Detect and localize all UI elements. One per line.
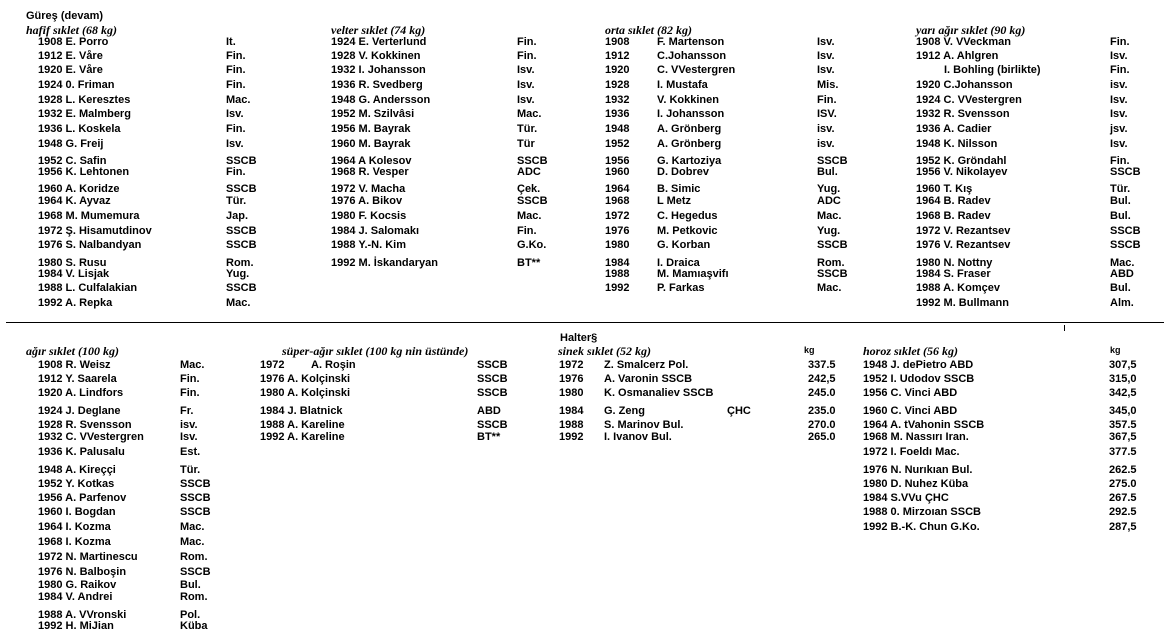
hafif-cell: 1912 E. Våre [38, 50, 103, 62]
hafif-cell: SSCB [226, 155, 257, 167]
hafif-cell: 1960 A. Koridze [38, 183, 120, 195]
sinek-cell: S. Marinov Bul. [604, 419, 684, 431]
yari-agir-cell: Bul. [1110, 195, 1131, 207]
horoz-cell: 1956 C. Vinci ABD [863, 387, 958, 399]
velter-cell: Isv. [517, 94, 535, 106]
orta-cell: 1980 [605, 239, 630, 251]
agir-cell: 1932 C. VVestergren [38, 431, 144, 443]
velter-cell: 1964 A Kolesov [331, 155, 412, 167]
orta-cell: 1936 [605, 108, 630, 120]
horoz-cell: 1948 J. dePietro ABD [863, 359, 974, 371]
horoz-cell: 1972 I. Foeldı Mac. [863, 446, 960, 458]
orta-cell: C.Johansson [657, 50, 727, 62]
sinek-cell: 235.0 [808, 405, 836, 417]
orta-cell: Rom. [817, 257, 845, 269]
horoz-cell: 345,0 [1109, 405, 1137, 417]
velter-cell: 1992 M. İskandaryan [331, 257, 439, 269]
hafif-cell: 1932 E. Malmberg [38, 108, 131, 120]
hafif-cell: Mac. [226, 94, 251, 106]
horoz-cell: 1976 N. Nurıkıan Bul. [863, 464, 973, 476]
agir-cell: 1912 Y. Saarela [38, 373, 117, 385]
hafif-caption: hafif sıklet (68 kg) [26, 23, 117, 37]
velter-cell: Çek. [517, 183, 541, 195]
yari-agir-cell: 1932 R. Svensson [916, 108, 1010, 120]
yari-agir-cell: Alm. [1110, 297, 1134, 309]
sinek-cell: K. Osmanaliev SSCB [604, 387, 714, 399]
hafif-cell: Fin. [226, 50, 246, 62]
hafif-cell: Isv. [226, 108, 244, 120]
yari-agir-cell: 1936 A. Cadier [916, 123, 992, 135]
halter-title: Halter§ [560, 332, 598, 344]
orta-cell: I. Johansson [657, 108, 725, 120]
agir-cell: 1920 A. Lindfors [38, 387, 124, 399]
orta-cell: Yug. [817, 183, 841, 195]
velter-cell: 1960 M. Bayrak [331, 138, 411, 150]
yari-agir-cell: Fin. [1110, 155, 1130, 167]
agir-cell: 1984 V. Andrei [38, 591, 113, 603]
horoz-cell: 1992 B.-K. Chun G.Ko. [863, 521, 980, 533]
agir-cell: Küba [180, 620, 208, 632]
sinek-cell: 1992 [559, 431, 584, 443]
super-agir-cell: 1980 A. Kolçinski [260, 387, 351, 399]
agir-cell: Fin. [180, 387, 200, 399]
agir-cell: 1988 A. VVronski [38, 609, 127, 621]
orta-cell: Mac. [817, 210, 842, 222]
yari-agir-cell: 1968 B. Radev [916, 210, 991, 222]
orta-cell: 1964 [605, 183, 630, 195]
velter-cell: 1936 R. Svedberg [331, 79, 423, 91]
agir-cell: Mac. [180, 359, 205, 371]
agir-cell: Rom. [180, 591, 208, 603]
hafif-cell: It. [226, 36, 236, 48]
orta-cell: M. Petkovic [657, 225, 718, 237]
velter-cell: 1968 R. Vesper [331, 166, 409, 178]
velter-cell: 1988 Y.-N. Kim [331, 239, 407, 251]
orta-cell: V. Kokkinen [657, 94, 719, 106]
hafif-cell: 1920 E. Våre [38, 64, 103, 76]
super-agir-cell: BT** [477, 431, 501, 443]
super-agir-cell: 1972 [260, 359, 285, 371]
sinek-cell: 242,5 [808, 373, 836, 385]
yari-agir-cell: 1988 A. Komçev [916, 282, 1000, 294]
orta-cell: 1992 [605, 282, 630, 294]
agir-cell: isv. [180, 419, 198, 431]
hafif-cell: 1980 S. Rusu [38, 257, 107, 269]
sinek-cell: I. Ivanov Bul. [604, 431, 672, 443]
agir-cell: Mac. [180, 536, 205, 548]
sinek-cell: 245.0 [808, 387, 836, 399]
horoz-cell: 315,0 [1109, 373, 1137, 385]
horoz-cell: 1984 S.VVu ÇHC [863, 492, 949, 504]
agir-cell: Tür. [180, 464, 201, 476]
sinek-cell: 270.0 [808, 419, 836, 431]
velter-cell: BT** [517, 257, 541, 269]
orta-cell: 1960 [605, 166, 630, 178]
velter-cell: Fin. [517, 36, 537, 48]
yari-agir-cell: 1948 K. Nilsson [916, 138, 998, 150]
orta-cell: 1972 [605, 210, 630, 222]
orta-cell: isv. [817, 138, 835, 150]
orta-cell: 1984 [605, 257, 630, 269]
sinek-cell: 1972 [559, 359, 584, 371]
yari-agir-cell: Tür. [1110, 183, 1131, 195]
horoz-cell: 1952 I. Udodov SSCB [863, 373, 975, 385]
orta-cell: A. Grönberg [657, 138, 722, 150]
orta-cell: 1928 [605, 79, 630, 91]
hafif-cell: 1928 L. Keresztes [38, 94, 131, 106]
orta-cell: 1976 [605, 225, 630, 237]
yari-agir-cell: 1912 A. Ahlgren [916, 50, 999, 62]
velter-cell: 1984 J. Salomakı [331, 225, 420, 237]
agir-cell: Mac. [180, 521, 205, 533]
sinek-cell: 1980 [559, 387, 584, 399]
orta-cell: Bul. [817, 166, 838, 178]
agir-cell: 1960 I. Bogdan [38, 506, 116, 518]
yari-agir-cell: 1924 C. VVestergren [916, 94, 1022, 106]
sinek-cell: 1976 [559, 373, 584, 385]
yari-agir-cell: 1956 V. Nikolayev [916, 166, 1008, 178]
horoz-cell: 262.5 [1109, 464, 1137, 476]
hafif-cell: SSCB [226, 282, 257, 294]
yari-agir-cell: SSCB [1110, 225, 1141, 237]
velter-cell: 1980 F. Kocsis [331, 210, 407, 222]
super-agir-cell: 1984 J. Blatnick [260, 405, 343, 417]
hafif-cell: 1908 E. Porro [38, 36, 109, 48]
horoz-cell: 342,5 [1109, 387, 1137, 399]
velter-cell: Isv. [517, 79, 535, 91]
agir-cell: 1928 R. Svensson [38, 419, 132, 431]
velter-cell: Mac. [517, 210, 542, 222]
velter-cell: G.Ko. [517, 239, 547, 251]
horoz-caption: horoz sıklet (56 kg) [863, 344, 959, 358]
sinek-cell: 337.5 [808, 359, 836, 371]
orta-cell: I. Draica [657, 257, 700, 269]
hafif-cell: 1984 V. Lisjak [38, 268, 110, 280]
yari-agir-cell: 1952 K. Gröndahl [916, 155, 1007, 167]
agir-cell: Rom. [180, 551, 208, 563]
agir-cell: Est. [180, 446, 201, 458]
super-agir-cell: 1988 A. Kareline [260, 419, 345, 431]
horoz-cell: 275.0 [1109, 478, 1137, 490]
yari-agir-cell: 1984 S. Fraser [916, 268, 991, 280]
hafif-cell: Mac. [226, 297, 251, 309]
sinek-cell: A. Varonin SSCB [604, 373, 693, 385]
yari-agir-cell: 1960 T. Kış [916, 183, 973, 195]
orta-cell: I. Mustafa [657, 79, 708, 91]
agir-cell: Bul. [180, 579, 201, 591]
hafif-cell: 1992 A. Repka [38, 297, 113, 309]
velter-cell: 1948 G. Andersson [331, 94, 431, 106]
velter-cell: 1972 V. Macha [331, 183, 406, 195]
orta-cell: 1912 [605, 50, 630, 62]
velter-cell: Tür. [517, 123, 538, 135]
super-agir-cell: A. Roşin [311, 359, 356, 371]
velter-cell: SSCB [517, 155, 548, 167]
super-agir-cell: SSCB [477, 387, 508, 399]
horoz-cell: 367,5 [1109, 431, 1137, 443]
velter-cell: 1956 M. Bayrak [331, 123, 411, 135]
yari-agir-cell: 1920 C.Johansson [916, 79, 1013, 91]
yari-agir-cell: Fin. [1110, 36, 1130, 48]
orta-caption: orta sıklet (82 kg) [605, 23, 692, 37]
orta-cell: A. Grönberg [657, 123, 722, 135]
yari-agir-cell: Mac. [1110, 257, 1135, 269]
orta-cell: C. Hegedus [657, 210, 718, 222]
yari-agir-cell: jsv. [1110, 123, 1128, 135]
horoz-cell: 377.5 [1109, 446, 1137, 458]
horoz-cell: 1968 M. Nassırı Iran. [863, 431, 969, 443]
orta-cell: C. VVestergren [657, 64, 736, 76]
orta-cell: M. Mamıaşvifı [657, 268, 729, 280]
yari-agir-cell: 1992 M. Bullmann [916, 297, 1009, 309]
hafif-cell: 1948 G. Freij [38, 138, 104, 150]
yari-agir-cell: 1908 V. VVeckman [916, 36, 1012, 48]
super-agir-cell: SSCB [477, 359, 508, 371]
yari-agir-cell: SSCB [1110, 239, 1141, 251]
agir-cell: 1908 R. Weisz [38, 359, 111, 371]
orta-cell: 1952 [605, 138, 630, 150]
agir-cell: 1948 A. Kireççi [38, 464, 116, 476]
hafif-cell: Yug. [226, 268, 250, 280]
super-agir-cell: ABD [477, 405, 501, 417]
sinek-cell: G. Zeng [604, 405, 645, 417]
yari-agir-caption: yarı ağır sıklet (90 kg) [916, 23, 1026, 37]
agir-cell: 1992 H. MiJian [38, 620, 114, 632]
agir-cell: 1952 Y. Kotkas [38, 478, 115, 490]
hafif-cell: 1976 S. Nalbandyan [38, 239, 142, 251]
divider-tick [1064, 325, 1065, 331]
hafif-cell: Jap. [226, 210, 249, 222]
sinek-cell: Z. Smalcerz Pol. [604, 359, 689, 371]
yari-agir-cell: SSCB [1110, 166, 1141, 178]
velter-cell: Fin. [517, 225, 537, 237]
hafif-cell: Rom. [226, 257, 254, 269]
kg-label-horoz: kg [1110, 345, 1121, 355]
agir-cell: Isv. [180, 431, 198, 443]
agir-cell: Fr. [180, 405, 194, 417]
agir-cell: 1964 I. Kozma [38, 521, 111, 533]
velter-cell: 1928 V. Kokkinen [331, 50, 421, 62]
yari-agir-cell: 1980 N. Nottny [916, 257, 993, 269]
yari-agir-cell: ABD [1110, 268, 1134, 280]
velter-cell: Tür [517, 138, 535, 150]
agir-cell: 1936 K. Palusalu [38, 446, 125, 458]
horoz-cell: 1960 C. Vinci ABD [863, 405, 958, 417]
yari-agir-cell: Isv. [1110, 50, 1128, 62]
hafif-cell: SSCB [226, 183, 257, 195]
orta-cell: F. Martenson [657, 36, 725, 48]
hafif-cell: Fin. [226, 79, 246, 91]
hafif-cell: 1952 C. Safin [38, 155, 107, 167]
hafif-cell: 1988 L. Culfalakian [38, 282, 138, 294]
agir-cell: 1972 N. Martinescu [38, 551, 138, 563]
super-agir-cell: 1976 A. Kolçinski [260, 373, 351, 385]
horoz-cell: 1988 0. Mirzoıan SSCB [863, 506, 981, 518]
velter-cell: 1924 E. Verterlund [331, 36, 427, 48]
hafif-cell: Fin. [226, 123, 246, 135]
agir-cell: 1980 G. Raikov [38, 579, 117, 591]
super-agir-cell: SSCB [477, 373, 508, 385]
hafif-cell: 1936 L. Koskela [38, 123, 121, 135]
agir-cell: 1968 I. Kozma [38, 536, 111, 548]
sinek-caption: sinek sıklet (52 kg) [558, 344, 651, 358]
agir-cell: 1956 A. Parfenov [38, 492, 127, 504]
orta-cell: Isv. [817, 36, 835, 48]
agir-cell: 1976 N. Balboşin [38, 566, 127, 578]
horoz-cell: 307,5 [1109, 359, 1137, 371]
yari-agir-cell: isv. [1110, 79, 1128, 91]
velter-cell: ADC [517, 166, 541, 178]
velter-cell: 1976 A. Bikov [331, 195, 403, 207]
yari-agir-cell: 1972 V. Rezantsev [916, 225, 1011, 237]
yari-agir-cell: 1976 V. Rezantsev [916, 239, 1011, 251]
sinek-cell: 1984 [559, 405, 584, 417]
orta-cell: ADC [817, 195, 841, 207]
horoz-cell: 1964 A. tVahonin SSCB [863, 419, 985, 431]
orta-cell: G. Korban [657, 239, 711, 251]
hafif-cell: Fin. [226, 64, 246, 76]
velter-cell: 1952 M. Szilvâsi [331, 108, 415, 120]
agir-cell: Pol. [180, 609, 201, 621]
yari-agir-cell: Isv. [1110, 94, 1128, 106]
yari-agir-cell: Bul. [1110, 210, 1131, 222]
hafif-cell: 1956 K. Lehtonen [38, 166, 130, 178]
hafif-cell: 1964 K. Ayvaz [38, 195, 111, 207]
orta-cell: G. Kartoziya [657, 155, 722, 167]
yari-agir-cell: Isv. [1110, 108, 1128, 120]
hafif-cell: Isv. [226, 138, 244, 150]
orta-cell: L Metz [657, 195, 692, 207]
orta-cell: Isv. [817, 50, 835, 62]
sinek-cell: 1988 [559, 419, 584, 431]
orta-cell: SSCB [817, 268, 848, 280]
horoz-cell: 357.5 [1109, 419, 1137, 431]
agir-cell: 1924 J. Deglane [38, 405, 121, 417]
sinek-cell: 265.0 [808, 431, 836, 443]
agir-cell: SSCB [180, 492, 211, 504]
orta-cell: Fin. [817, 94, 837, 106]
orta-cell: ISV. [817, 108, 837, 120]
orta-cell: P. Farkas [657, 282, 705, 294]
agir-cell: SSCB [180, 566, 211, 578]
horoz-cell: 292.5 [1109, 506, 1137, 518]
velter-caption: velter sıklet (74 kg) [331, 23, 426, 37]
orta-cell: Mac. [817, 282, 842, 294]
section-divider [6, 322, 1164, 323]
orta-cell: 1948 [605, 123, 630, 135]
horoz-cell: 1980 D. Nuhez Küba [863, 478, 969, 490]
orta-cell: D. Dobrev [657, 166, 709, 178]
hafif-cell: Fin. [226, 166, 246, 178]
orta-cell: 1956 [605, 155, 630, 167]
yari-agir-cell: Isv. [1110, 138, 1128, 150]
velter-cell: Isv. [517, 64, 535, 76]
sinek-cell: ÇHC [727, 405, 751, 417]
yari-agir-cell: Fin. [1110, 64, 1130, 76]
kg-label-sinek: kg [804, 345, 815, 355]
orta-cell: Isv. [817, 64, 835, 76]
super-agir-caption: süper-ağır sıklet (100 kg nin üstünde) [282, 344, 469, 358]
agir-cell: SSCB [180, 478, 211, 490]
super-agir-cell: 1992 A. Kareline [260, 431, 345, 443]
hafif-cell: 1924 0. Friman [38, 79, 115, 91]
velter-cell: SSCB [517, 195, 548, 207]
yari-agir-cell: I. Bohling (birlikte) [944, 64, 1041, 76]
velter-cell: 1932 I. Johansson [331, 64, 426, 76]
orta-cell: SSCB [817, 155, 848, 167]
hafif-cell: 1972 Ş. Hisamutdinov [38, 225, 152, 237]
orta-cell: 1908 [605, 36, 630, 48]
page-title: Güreş (devam) [26, 10, 104, 22]
hafif-cell: SSCB [226, 225, 257, 237]
horoz-cell: 267.5 [1109, 492, 1137, 504]
hafif-cell: SSCB [226, 239, 257, 251]
orta-cell: SSCB [817, 239, 848, 251]
orta-cell: Mis. [817, 79, 839, 91]
hafif-cell: Tür. [226, 195, 247, 207]
super-agir-cell: SSCB [477, 419, 508, 431]
orta-cell: isv. [817, 123, 835, 135]
orta-cell: 1932 [605, 94, 630, 106]
orta-cell: B. Simic [657, 183, 701, 195]
orta-cell: Yug. [817, 225, 841, 237]
agir-caption: ağır sıklet (100 kg) [26, 344, 119, 358]
hafif-cell: 1968 M. Mumemura [38, 210, 140, 222]
agir-cell: Fin. [180, 373, 200, 385]
orta-cell: 1920 [605, 64, 630, 76]
yari-agir-cell: 1964 B. Radev [916, 195, 991, 207]
orta-cell: 1968 [605, 195, 630, 207]
velter-cell: Fin. [517, 50, 537, 62]
yari-agir-cell: Bul. [1110, 282, 1131, 294]
orta-cell: 1988 [605, 268, 630, 280]
horoz-cell: 287,5 [1109, 521, 1137, 533]
velter-cell: Mac. [517, 108, 542, 120]
agir-cell: SSCB [180, 506, 211, 518]
